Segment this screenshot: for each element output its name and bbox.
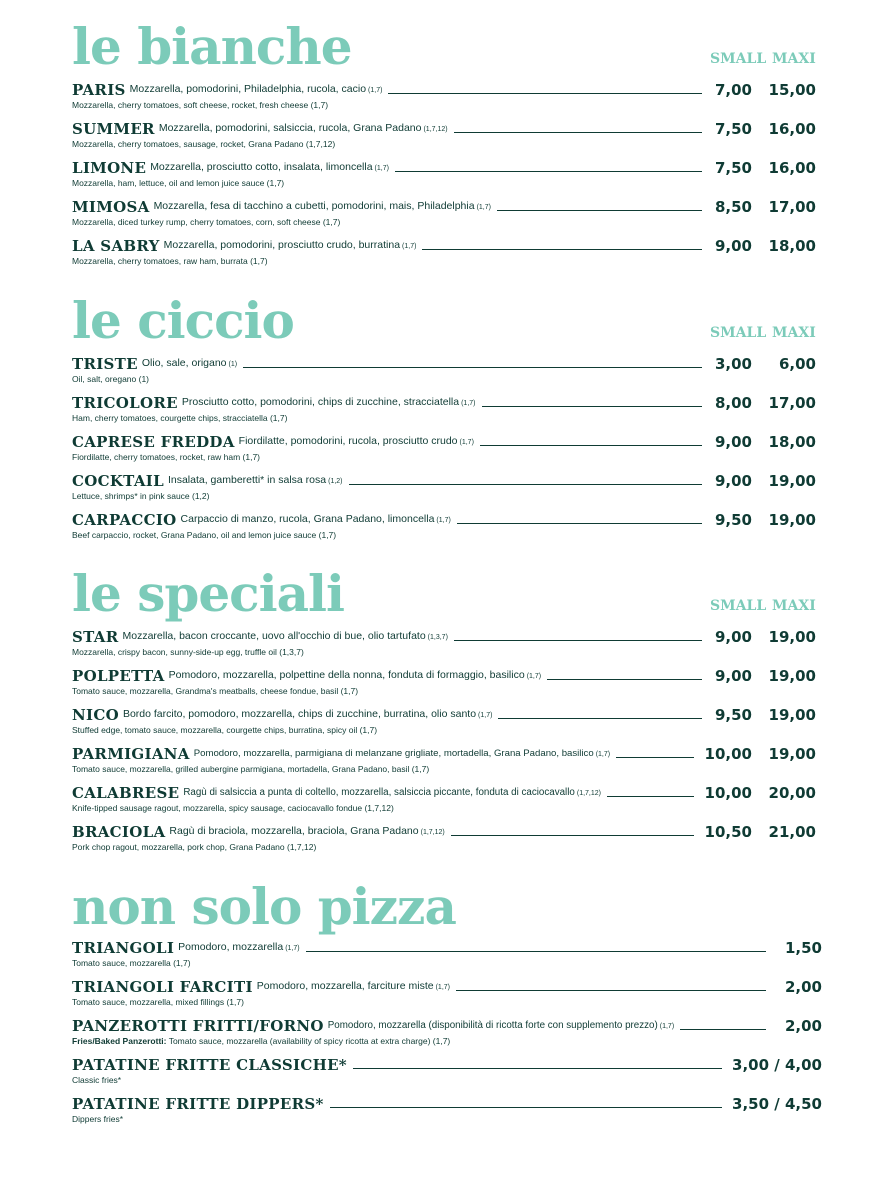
- item-translation: Fiordilatte, cherry tomatoes, rocket, raw ham (1,7): [72, 452, 261, 462]
- item-description: Fiordilatte, pomodorini, rucola, prosciutto crudo (1,7): [238, 435, 474, 447]
- item-allergens: (1,7,12): [576, 790, 601, 797]
- price-small: 7,00: [714, 81, 752, 99]
- column-header-maxi: MAXI: [772, 598, 816, 614]
- leader-line: [454, 132, 702, 133]
- item-allergens: (1,7): [368, 87, 383, 94]
- menu-item: [72, 939, 822, 973]
- item-name: CAPRESE FREDDA: [72, 433, 235, 451]
- price-small: 10,00: [704, 745, 752, 763]
- item-translation: Lettuce, shrimps* in pink sauce (1,2): [72, 491, 210, 501]
- section-title: le ciccio: [72, 291, 294, 350]
- item-translation: Mozzarella, cherry tomatoes, sausage, rocket, Grana Padano (1,7,12): [72, 139, 336, 149]
- leader-line: [680, 1029, 766, 1030]
- leader-line: [616, 757, 694, 758]
- item-translation: Tomato sauce, mozzarella, grilled aubergine parmigiana, mortadella, Grana Padano, basil (1,7): [72, 764, 430, 774]
- menu-item: [72, 159, 822, 193]
- item-description: Pomodoro, mozzarella, parmigiana di melanzane grigliate, mortadella, Grana Padano, basilico (1,7): [193, 748, 611, 759]
- leader-line: [607, 796, 694, 797]
- item-description: Pomodoro, mozzarella (1,7): [178, 941, 300, 953]
- menu-item: [72, 745, 822, 779]
- menu-item: [72, 511, 822, 545]
- item-translation: Mozzarella, diced turkey rump, cherry tomatoes, corn, soft cheese (1,7): [72, 217, 341, 227]
- menu-item: [72, 978, 822, 1012]
- leader-line: [547, 679, 702, 680]
- leader-line: [353, 1068, 722, 1069]
- price-small: 9,50: [714, 511, 752, 529]
- item-description: Olio, sale, origano (1): [141, 357, 238, 369]
- menu-item: [72, 706, 822, 740]
- item-translation: Tomato sauce, mozzarella, mixed fillings (1,7): [72, 997, 244, 1007]
- leader-line: [388, 93, 702, 94]
- price: 3,00 / 4,00: [732, 1056, 822, 1074]
- menu-item: [72, 198, 822, 232]
- item-translation: Pork chop ragout, mozzarella, pork chop, Grana Padano (1,7,12): [72, 842, 317, 852]
- menu-item: [72, 823, 822, 857]
- menu-item: [72, 628, 822, 662]
- item-allergens: (1,7): [435, 984, 450, 991]
- item-translation: Mozzarella, ham, lettuce, oil and lemon juice sauce (1,7): [72, 178, 285, 188]
- item-name: PATATINE FRITTE DIPPERS*: [72, 1095, 324, 1113]
- price-small: 9,00: [714, 667, 752, 685]
- item-translation: Dippers fries*: [72, 1114, 124, 1124]
- item-description: Pomodoro, mozzarella, polpettine della nonna, fonduta di formaggio, basilico (1,7): [168, 669, 542, 681]
- item-description: Mozzarella, prosciutto cotto, insalata, limoncella (1,7): [150, 161, 389, 173]
- item-description: Insalata, gamberetti* in salsa rosa (1,2): [167, 474, 343, 486]
- item-allergens: (1,7): [478, 712, 493, 719]
- price: 2,00: [784, 1017, 822, 1035]
- price-maxi: 19,00: [768, 628, 816, 646]
- item-name: LIMONE: [72, 159, 147, 177]
- item-description: Carpaccio di manzo, rucola, Grana Padano, limoncella (1,7): [180, 513, 451, 525]
- item-allergens: (1,7): [461, 400, 476, 407]
- item-name: POLPETTA: [72, 667, 165, 685]
- price-small: 9,00: [714, 433, 752, 451]
- item-description: Prosciutto cotto, pomodorini, chips di zucchine, stracciatella (1,7): [181, 396, 476, 408]
- price-maxi: 18,00: [768, 237, 816, 255]
- item-allergens: (1,7): [526, 673, 542, 680]
- price-maxi: 19,00: [768, 706, 816, 724]
- price-maxi: 19,00: [768, 511, 816, 529]
- leader-line: [422, 249, 702, 250]
- column-header-small: SMALL: [710, 51, 767, 67]
- item-description: Bordo farcito, pomodoro, mozzarella, chips di zucchine, burratina, olio santo (1,7): [122, 708, 493, 720]
- price-maxi: 15,00: [768, 81, 816, 99]
- item-description: Ragù di salsiccia a punta di coltello, mozzarella, salsiccia piccante, fonduta di caciocavallo (1,7,12): [183, 787, 601, 798]
- price-small: 8,00: [714, 394, 752, 412]
- price-maxi: 17,00: [768, 394, 816, 412]
- price: 2,00: [784, 978, 822, 996]
- column-header-small: SMALL: [710, 325, 767, 341]
- price-small: 9,00: [714, 237, 752, 255]
- item-name: COCKTAIL: [72, 472, 164, 490]
- leader-line: [497, 210, 702, 211]
- item-name: LA SABRY: [72, 237, 160, 255]
- item-name: TRIANGOLI: [72, 939, 175, 957]
- item-name: NICO: [72, 706, 119, 724]
- section-title: le speciali: [72, 564, 344, 623]
- menu-item: [72, 1017, 822, 1051]
- item-translation: Oil, salt, oregano (1): [72, 374, 150, 384]
- leader-line: [330, 1107, 722, 1108]
- price-maxi: 19,00: [768, 472, 816, 490]
- item-name: PATATINE FRITTE CLASSICHE*: [72, 1056, 347, 1074]
- price-maxi: 21,00: [768, 823, 816, 841]
- item-translation: Tomato sauce, mozzarella (1,7): [72, 958, 191, 968]
- column-header-small: SMALL: [710, 598, 767, 614]
- item-description: Mozzarella, bacon croccante, uovo all'occhio di bue, olio tartufato (1,3,7): [122, 630, 448, 642]
- section-title: le bianche: [72, 17, 352, 76]
- item-allergens: (1,7): [402, 243, 417, 250]
- column-header-maxi: MAXI: [772, 51, 816, 67]
- item-name: STAR: [72, 628, 119, 646]
- item-allergens: (1,7,12): [420, 829, 445, 836]
- price-small: 7,50: [714, 120, 752, 138]
- item-allergens: (1,3,7): [427, 634, 448, 641]
- price: 1,50: [784, 939, 822, 957]
- item-name: SUMMER: [72, 120, 155, 138]
- item-allergens: (1,7): [436, 517, 451, 524]
- price-maxi: 18,00: [768, 433, 816, 451]
- price-small: 10,00: [704, 784, 752, 802]
- item-description: Mozzarella, pomodorini, salsiccia, rucola, Grana Padano (1,7,12): [158, 122, 448, 134]
- menu-item: [72, 1056, 822, 1090]
- price-maxi: 19,00: [768, 667, 816, 685]
- item-translation: Beef carpaccio, rocket, Grana Padano, oil and lemon juice sauce (1,7): [72, 530, 337, 540]
- price-maxi: 6,00: [778, 355, 816, 373]
- section-title: non solo pizza: [72, 877, 456, 936]
- item-translation: Mozzarella, cherry tomatoes, soft cheese, rocket, fresh cheese (1,7): [72, 100, 329, 110]
- price-maxi: 16,00: [768, 159, 816, 177]
- item-allergens: (1,7): [595, 751, 611, 758]
- item-translation: Fries/Baked Panzerotti: Tomato sauce, mozzarella (availability of spicy ricotta at extra charge) (1,7): [72, 1036, 451, 1046]
- menu-item: [72, 81, 822, 115]
- leader-line: [243, 367, 702, 368]
- item-allergens: (1,7): [459, 439, 474, 446]
- price-small: 9,00: [714, 628, 752, 646]
- item-name: TRISTE: [72, 355, 138, 373]
- menu-item: [72, 394, 822, 428]
- item-allergens: (1,2): [328, 478, 343, 485]
- item-translation: Tomato sauce, mozzarella, Grandma's meatballs, cheese fondue, basil (1,7): [72, 686, 359, 696]
- price-small: 10,50: [704, 823, 752, 841]
- item-translation: Stuffed edge, tomato sauce, mozzarella, courgette chips, burratina, spicy oil (1,7): [72, 725, 378, 735]
- price-small: 7,50: [714, 159, 752, 177]
- leader-line: [451, 835, 694, 836]
- leader-line: [498, 718, 702, 719]
- item-translation: Ham, cherry tomatoes, courgette chips, stracciatella (1,7): [72, 413, 288, 423]
- item-allergens: (1): [228, 361, 238, 368]
- price-small: 3,00: [714, 355, 752, 373]
- item-description: Pomodoro, mozzarella, farciture miste (1,7): [256, 980, 450, 992]
- price-small: 8,50: [714, 198, 752, 216]
- item-allergens: (1,7,12): [423, 126, 448, 133]
- item-name: MIMOSA: [72, 198, 150, 216]
- item-translation: Mozzarella, cherry tomatoes, raw ham, burrata (1,7): [72, 256, 268, 266]
- menu-item: [72, 433, 822, 467]
- item-name: CALABRESE: [72, 784, 180, 802]
- menu-item: [72, 472, 822, 506]
- item-translation: Classic fries*: [72, 1075, 122, 1085]
- leader-line: [480, 445, 702, 446]
- item-allergens: (1,7): [285, 945, 300, 952]
- menu-item: [72, 667, 822, 701]
- price: 3,50 / 4,50: [732, 1095, 822, 1113]
- price-small: 9,50: [714, 706, 752, 724]
- price-maxi: 20,00: [768, 784, 816, 802]
- leader-line: [306, 951, 766, 952]
- item-description: Mozzarella, pomodorini, prosciutto crudo, burratina (1,7): [163, 239, 417, 251]
- leader-line: [395, 171, 702, 172]
- menu-item: [72, 1095, 822, 1129]
- leader-line: [457, 523, 702, 524]
- item-name: TRICOLORE: [72, 394, 178, 412]
- item-allergens: (1,7): [659, 1023, 675, 1030]
- menu-item: [72, 120, 822, 154]
- item-description: Ragù di braciola, mozzarella, braciola, Grana Padano (1,7,12): [169, 825, 445, 837]
- leader-line: [454, 640, 702, 641]
- item-name: TRIANGOLI FARCITI: [72, 978, 253, 996]
- item-name: PARMIGIANA: [72, 745, 190, 763]
- item-name: BRACIOLA: [72, 823, 166, 841]
- leader-line: [482, 406, 703, 407]
- leader-line: [456, 990, 766, 991]
- menu-item: [72, 237, 822, 271]
- item-allergens: (1,7): [476, 204, 491, 211]
- item-description: Mozzarella, pomodorini, Philadelphia, rucola, cacio (1,7): [129, 83, 383, 95]
- price-maxi: 16,00: [768, 120, 816, 138]
- item-translation: Mozzarella, crispy bacon, sunny-side-up egg, truffle oil (1,3,7): [72, 647, 304, 657]
- item-name: CARPACCIO: [72, 511, 177, 529]
- item-description: Pomodoro, mozzarella (disponibilità di ricotta forte con supplemento prezzo) (1,7): [327, 1020, 675, 1031]
- item-translation: Knife-tipped sausage ragout, mozzarella, spicy sausage, caciocavallo fondue (1,7,12): [72, 803, 394, 813]
- column-header-maxi: MAXI: [772, 325, 816, 341]
- price-maxi: 17,00: [768, 198, 816, 216]
- item-description: Mozzarella, fesa di tacchino a cubetti, pomodorini, mais, Philadelphia (1,7): [153, 200, 491, 212]
- menu-item: [72, 784, 822, 818]
- item-allergens: (1,7): [374, 165, 389, 172]
- price-maxi: 19,00: [768, 745, 816, 763]
- price-small: 9,00: [714, 472, 752, 490]
- menu-item: [72, 355, 822, 389]
- item-name: PANZEROTTI FRITTI/FORNO: [72, 1017, 324, 1035]
- leader-line: [349, 484, 702, 485]
- item-name: PARIS: [72, 81, 126, 99]
